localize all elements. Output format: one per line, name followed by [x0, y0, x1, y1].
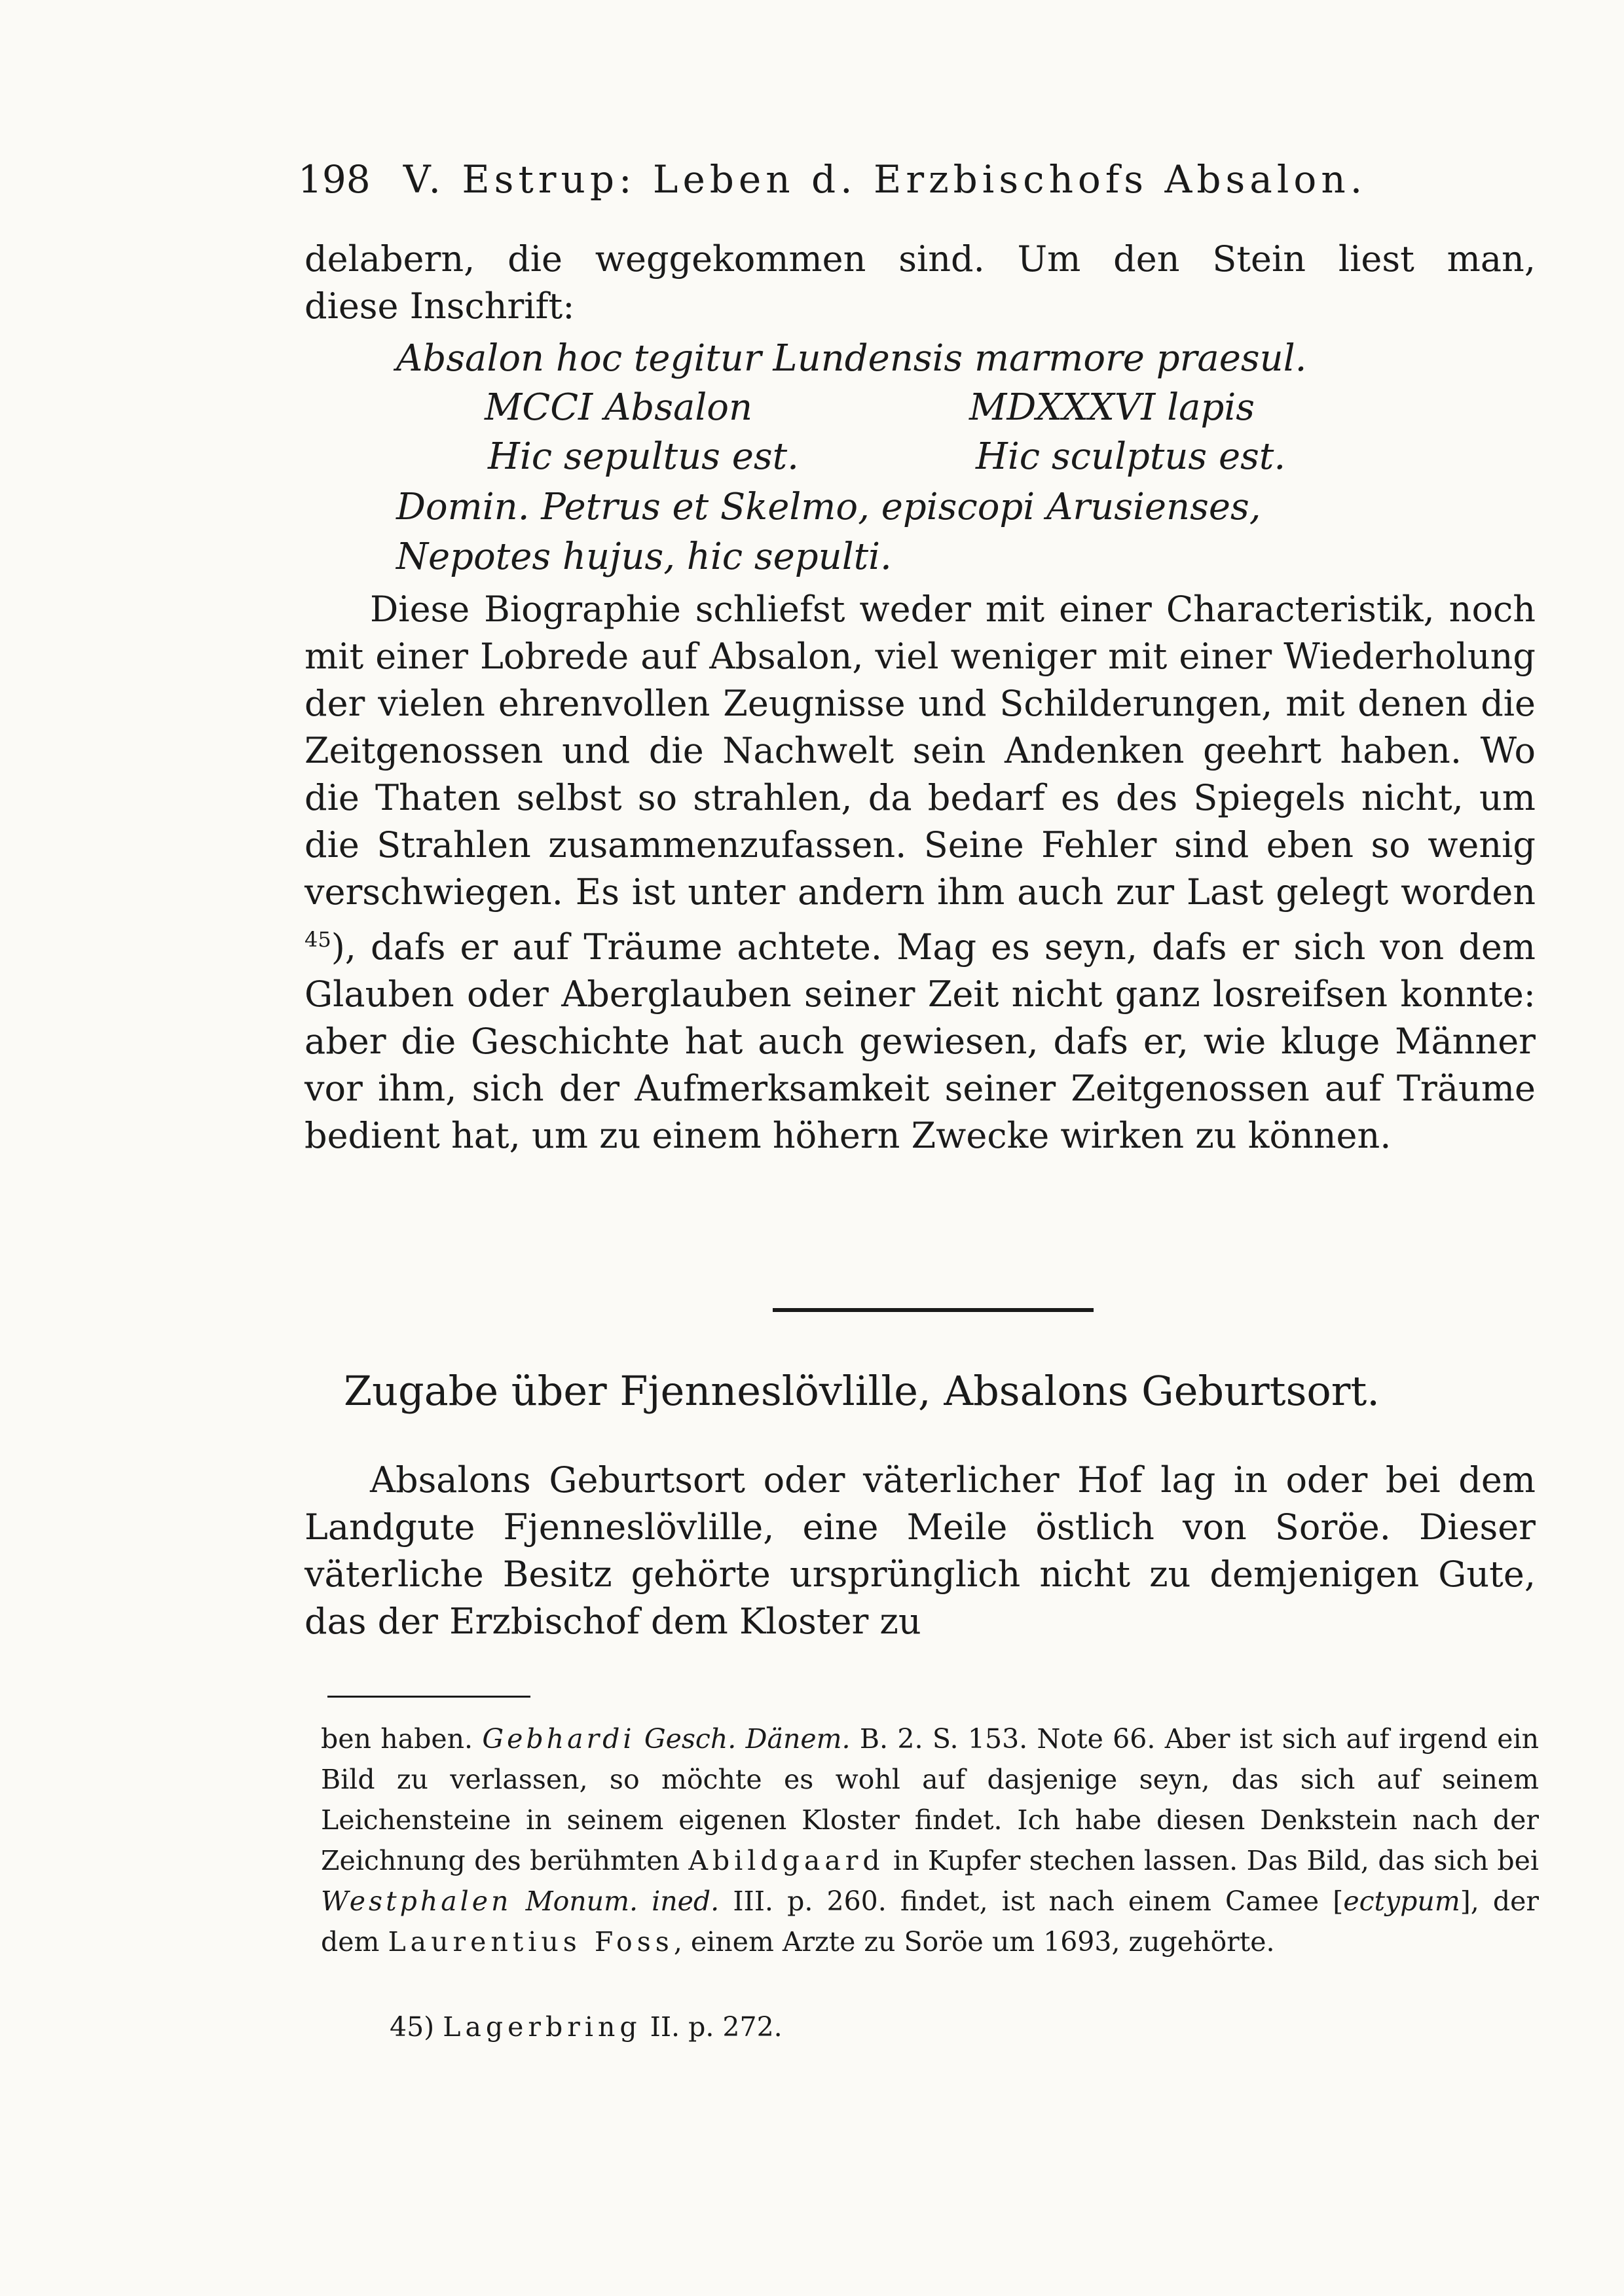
work-title: Gesch. Dänem.: [644, 1723, 851, 1755]
paragraph-biography: [304, 586, 1536, 1159]
footnote-text: B. 2. S. 153. Note 66. Aber ist sich auf irgend ein Bild zu verlassen, so möchte es wohl auf dasjenige seyn, das sich auf seinem Leichensteine in seinem eigenen Kloster findet. Ich habe diesen Denkstein nach der Zeichnung des berühmten: [321, 1723, 1539, 1876]
inscription-line: Absalon hoc tegitur Lundensis marmore praesul.: [396, 337, 1307, 380]
footnote-number: 45): [390, 2011, 435, 2043]
author-name: Lagerbring: [443, 2011, 642, 2043]
page-number: 198: [298, 157, 371, 202]
footnote-ref: 45: [304, 927, 331, 952]
intro-text: [304, 236, 1536, 330]
work-title: Monum. ined.: [525, 1886, 720, 1917]
footnote-text: III. p. 260. findet, ist nach einem Camee [: [733, 1886, 1344, 1917]
inscription-line: Hic sculptus est.: [976, 435, 1286, 478]
footnote-text: ben haben.: [321, 1723, 473, 1755]
footnote-text: ], der dem: [321, 1886, 1539, 1958]
running-title: V. Estrup: Leben d. Erzbischofs Absalon.: [403, 157, 1367, 202]
author-name: Abildgaard: [688, 1845, 885, 1876]
inscription-line: Domin. Petrus et Skelmo, episcopi Arusienses,: [396, 486, 1261, 528]
intro-line: delabern, die weggekommen sind. Um den Stein liest man,: [304, 238, 1536, 280]
footnote-rule: [327, 1696, 530, 1698]
inscription-line: MDXXXVI lapis: [969, 386, 1255, 429]
section-divider: [773, 1308, 1094, 1312]
author-name: Westphalen: [321, 1886, 512, 1917]
footnote-text: , einem Arzte zu Soröe um 1693, zugehörte.: [673, 1926, 1275, 1958]
author-name: Gebhardi: [482, 1723, 635, 1755]
inscription-line: MCCI Absalon: [485, 386, 753, 429]
paragraph-text: ), dafs er auf Träume achtete. Mag es seyn, dafs er sich von dem Glauben oder Aberglauben seiner Zeit nicht ganz losreifsen konnte: aber die Geschichte hat auch gewiesen, dafs er, wie kluge Männer vor ihm, sich der Aufmerksamkeit seiner Zeitgenossen auf Träume bedient hat, um zu einem höhern Zwecke wirken zu können.: [304, 926, 1536, 1156]
inscription-line: Hic sepultus est.: [488, 435, 799, 478]
inscription-line: Nepotes hujus, hic sepulti.: [396, 536, 892, 578]
footnote-text: in Kupfer stechen lassen. Das Bild, das sich bei: [893, 1845, 1539, 1876]
intro-line: diese Inschrift:: [304, 285, 575, 327]
footnote-continuation: [321, 1719, 1539, 1962]
section-heading: Zugabe über Fjenneslövlille, Absalons Geburtsort.: [344, 1367, 1380, 1415]
paragraph-text: Diese Biographie schliefst weder mit einer Characteristik, noch mit einer Lobrede auf Absalon, viel weniger mit einer Wiederholung der vielen ehrenvollen Zeugnisse und Schilderungen, mit denen die Zeitgenossen und die Nachwelt sein Andenken geehrt haben. Wo die Thaten selbst so strahlen, da bedarf es des Spiegels nicht, um die Strahlen zusammenzufassen. Seine Fehler sind eben so wenig verschwiegen. Es ist unter andern ihm auch zur Last gelegt worden: [304, 589, 1536, 913]
paragraph-text: Absalons Geburtsort oder väterlicher Hof lag in oder bei dem Landgute Fjenneslövlille, eine Meile östlich von Soröe. Dieser väterliche Besitz gehörte ursprünglich nicht zu demjenigen Gute, das der Erzbischof dem Kloster zu: [304, 1459, 1536, 1642]
author-name: Laurentius Foss: [388, 1926, 674, 1958]
footnote-45: [390, 2007, 1608, 2047]
footnote-text: II. p. 272.: [650, 2011, 783, 2043]
latin-term: ectypum: [1343, 1886, 1460, 1917]
running-header: [298, 157, 1477, 202]
paragraph-birthplace: [304, 1457, 1536, 1645]
